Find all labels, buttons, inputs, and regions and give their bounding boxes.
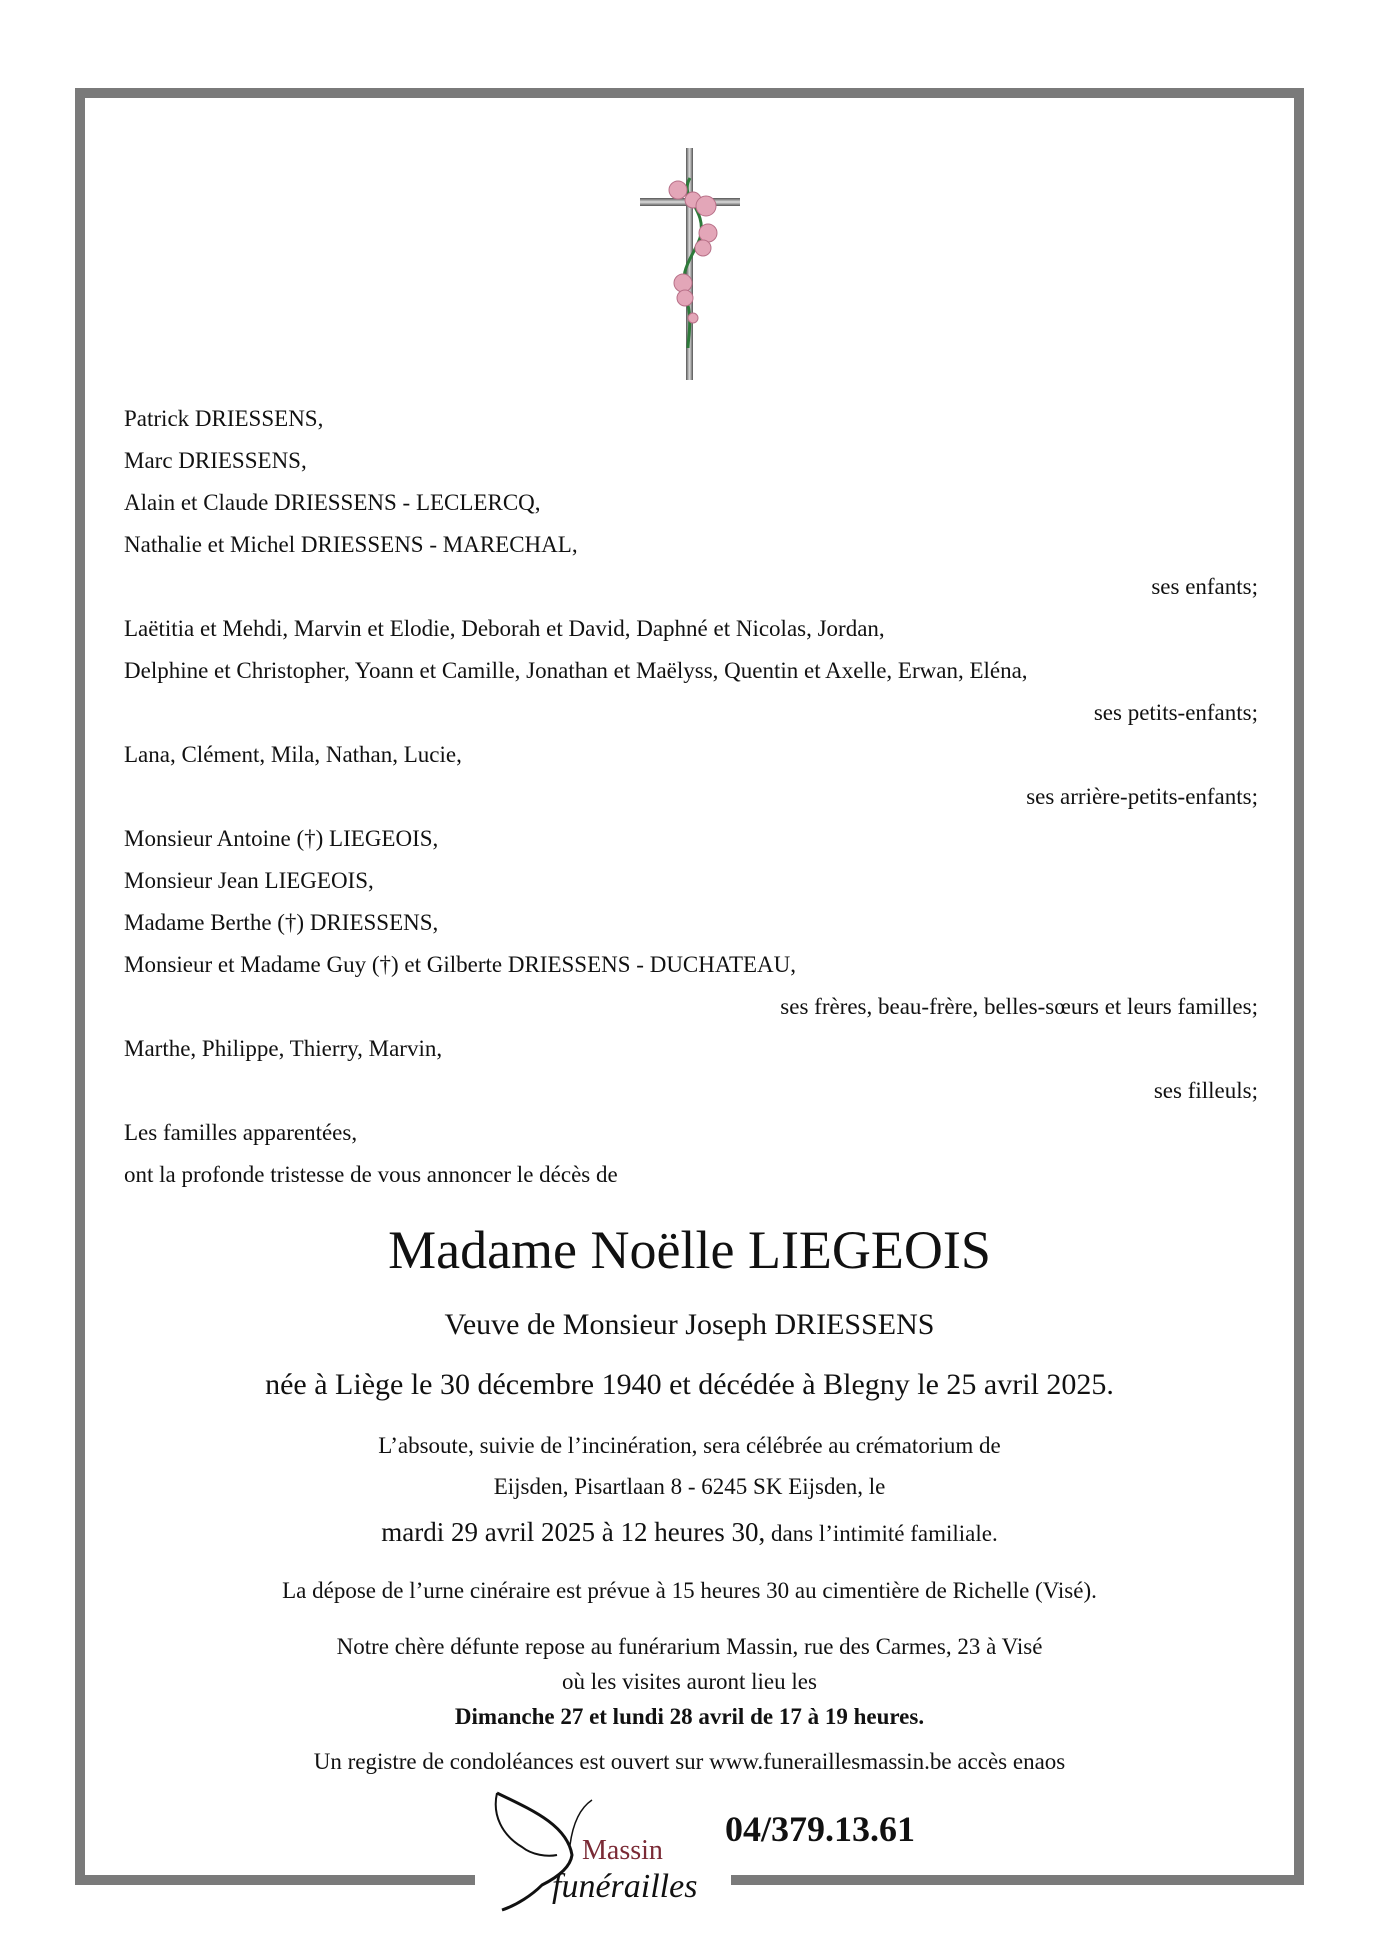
logo-funerailles-text: funérailles [552, 1868, 698, 1905]
family-member-line: Monsieur Jean LIEGEOIS, [124, 868, 374, 893]
logo-massin-text: Massin [582, 1835, 663, 1866]
phone-number: 04/379.13.61 [725, 1809, 916, 1849]
ceremony-date-suffix: dans l’intimité familiale. [765, 1521, 998, 1546]
relation-label: ses petits-enfants; [1093, 700, 1258, 725]
family-member-line: Delphine et Christopher, Yoann et Camille, Jonathan et Maëlyss, Quentin et Axelle, Erwan, Eléna, [124, 658, 1028, 683]
relation-label: ses arrière-petits-enfants; [1026, 784, 1258, 809]
relation-label: ses frères, beau-frère, belles-sœurs et leurs familles; [780, 994, 1258, 1019]
ceremony-date-line [75, 1513, 1304, 1553]
family-member-line: Nathalie et Michel DRIESSENS - MARECHAL, [124, 532, 578, 557]
family-member-line: Monsieur et Madame Guy (†) et Gilberte DRIESSENS - DUCHATEAU, [124, 952, 797, 977]
flowered-cross-icon [638, 148, 742, 380]
massin-funerailles-logo [472, 1785, 712, 1915]
ceremony-line-2: Eijsden, Pisartlaan 8 - 6245 SK Eijsden, le [493, 1474, 886, 1499]
dates-line: née à Liège le 30 décembre 1940 et décédée à Blegny le 25 avril 2025. [265, 1368, 1114, 1401]
urn-line: La dépose de l’urne cinéraire est prévue à 15 heures 30 au cimentière de Richelle (Visé). [282, 1578, 1097, 1603]
relation-label: ses filleuls; [1153, 1078, 1258, 1103]
deceased-name: Madame Noëlle LIEGEOIS [388, 1220, 991, 1280]
family-member-line: ont la profonde tristesse de vous annoncer le décès de [124, 1162, 618, 1187]
register-line: Un registre de condoléances est ouvert sur www.funeraillesmassin.be accès enaos [313, 1749, 1066, 1774]
family-member-line: Les familles apparentées, [124, 1120, 358, 1145]
family-member-line: Laëtitia et Mehdi, Marvin et Elodie, Deborah et David, Daphné et Nicolas, Jordan, [124, 616, 885, 641]
ceremony-date: mardi 29 avril 2025 à 12 heures 30, [381, 1517, 766, 1547]
visits-line: où les visites auront lieu les [562, 1669, 817, 1694]
relation-label: ses enfants; [1151, 574, 1258, 599]
family-member-line: Marthe, Philippe, Thierry, Marvin, [124, 1036, 443, 1061]
family-member-line: Lana, Clément, Mila, Nathan, Lucie, [124, 742, 462, 767]
family-member-line: Monsieur Antoine (†) LIEGEOIS, [124, 826, 439, 851]
ceremony-line-1: L’absoute, suivie de l’incinération, sera célébrée au crématorium de [378, 1433, 1001, 1458]
visit-dates-line: Dimanche 27 et lundi 28 avril de 17 à 19 heures. [454, 1704, 925, 1729]
rest-line: Notre chère défunte repose au funérarium Massin, rue des Carmes, 23 à Visé [336, 1634, 1043, 1659]
widow-line: Veuve de Monsieur Joseph DRIESSENS [444, 1308, 935, 1341]
family-member-line: Marc DRIESSENS, [124, 448, 307, 473]
family-member-line: Patrick DRIESSENS, [124, 406, 324, 431]
family-member-line: Madame Berthe (†) DRIESSENS, [124, 910, 439, 935]
family-member-line: Alain et Claude DRIESSENS - LECLERCQ, [124, 490, 541, 515]
family-list [124, 398, 1258, 1196]
